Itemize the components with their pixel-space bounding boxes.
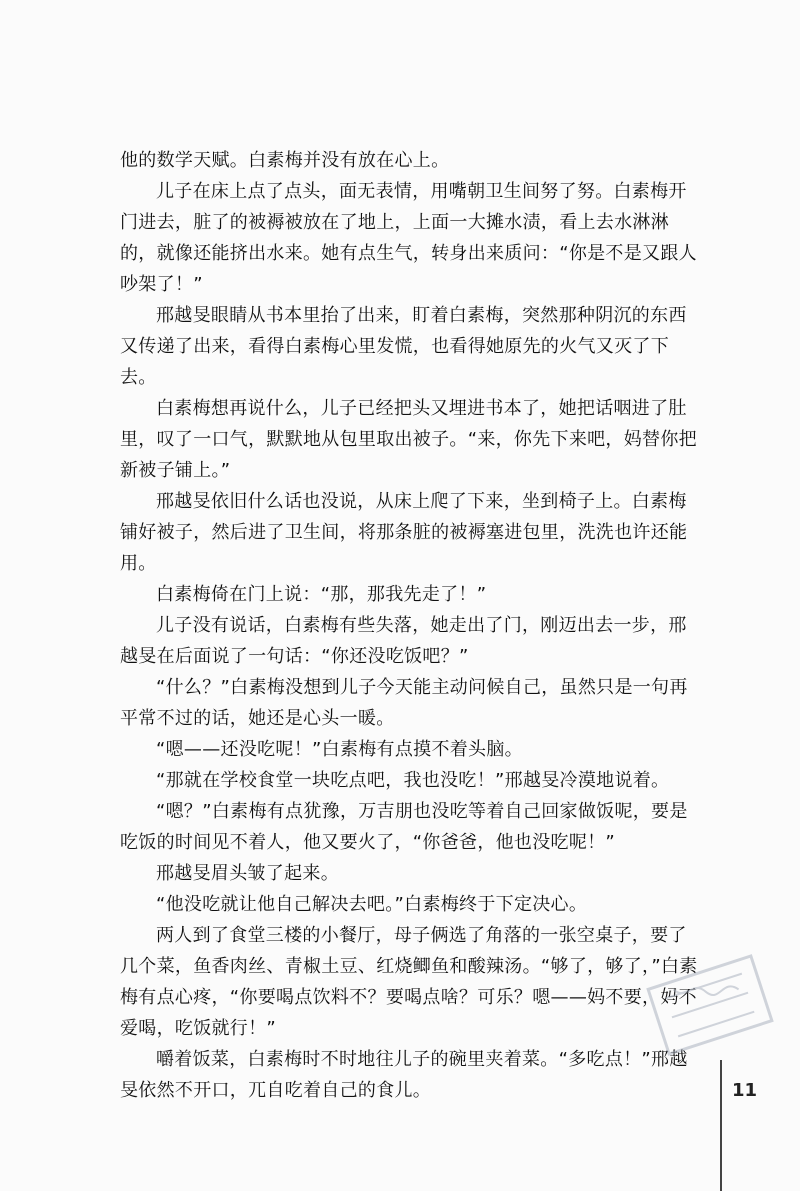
paragraph: “什么？”白素梅没想到儿子今天能主动问候自己，虽然只是一句再平常不过的话，她还是心头一暖。	[120, 677, 688, 729]
paragraph: 嚼着饭菜，白素梅时不时地往儿子的碗里夹着菜。“多吃点！”邢越旻依然不开口，兀自吃着自己的食儿。	[120, 1049, 688, 1101]
paragraph: 邢越旻眼睛从书本里抬了出来，盯着白素梅，突然那种阴沉的东西又传递了出来，看得白素梅心里发慌，也看得她原先的火气又灭了下去。	[120, 305, 687, 388]
page-margin-line	[720, 1060, 722, 1191]
paragraph: 儿子没有说话，白素梅有些失落，她走出了门，刚迈出去一步，邢越旻在后面说了一句话：“你还没吃饭吧？”	[120, 615, 687, 667]
paragraph: “嗯——还没吃呢！”白素梅有点摸不着头脑。	[156, 739, 523, 760]
paragraph: “那就在学校食堂一块吃点吧，我也没吃！”邢越旻冷漠地说着。	[156, 770, 670, 791]
paragraph: 他的数学天赋。白素梅并没有放在心上。	[120, 150, 450, 171]
page-number: 11	[732, 1080, 758, 1101]
paragraph: 邢越旻依旧什么话也没说，从床上爬了下来，坐到椅子上。白素梅铺好被子，然后进了卫生间，将那条脏的被褥塞进包里，洗洗也许还能用。	[120, 491, 688, 574]
paragraph: 白素梅想再说什么，儿子已经把头又埋进书本了，她把话咽进了肚里，叹了一口气，默默地从包里取出被子。“来，你先下来吧，妈替你把新被子铺上。”	[120, 398, 697, 481]
paragraph: “他没吃就让他自己解决去吧。”白素梅终于下定决心。	[156, 894, 588, 915]
paragraph: “嗯？”白素梅有点犹豫，万吉朋也没吃等着自己回家做饭呢，要是吃饭的时间见不着人，他又要火了，“你爸爸，他也没吃呢！”	[120, 801, 688, 853]
paragraph: 两人到了食堂三楼的小餐厅，母子俩选了角落的一张空桌子，要了几个菜，鱼香肉丝、青椒土豆、红烧鲫鱼和酸辣汤。“够了，够了，”白素梅有点心疼，“你要喝点饮料不？要喝点啥？可乐？嗯——妈不要，妈不爱喝，吃饭就行！”	[120, 925, 698, 1039]
paragraph: 白素梅倚在门上说：“那，那我先走了！”	[156, 584, 487, 605]
paragraph: 邢越旻眉头皱了起来。	[156, 863, 339, 884]
paragraph: 儿子在床上点了点头，面无表情，用嘴朝卫生间努了努。白素梅开门进去，脏了的被褥被放在了地上，上面一大摊水渍，看上去水淋淋的，就像还能挤出水来。她有点生气，转身出来质问：“你是不是又跟人吵架了！”	[120, 181, 697, 295]
body-text	[120, 145, 700, 1106]
